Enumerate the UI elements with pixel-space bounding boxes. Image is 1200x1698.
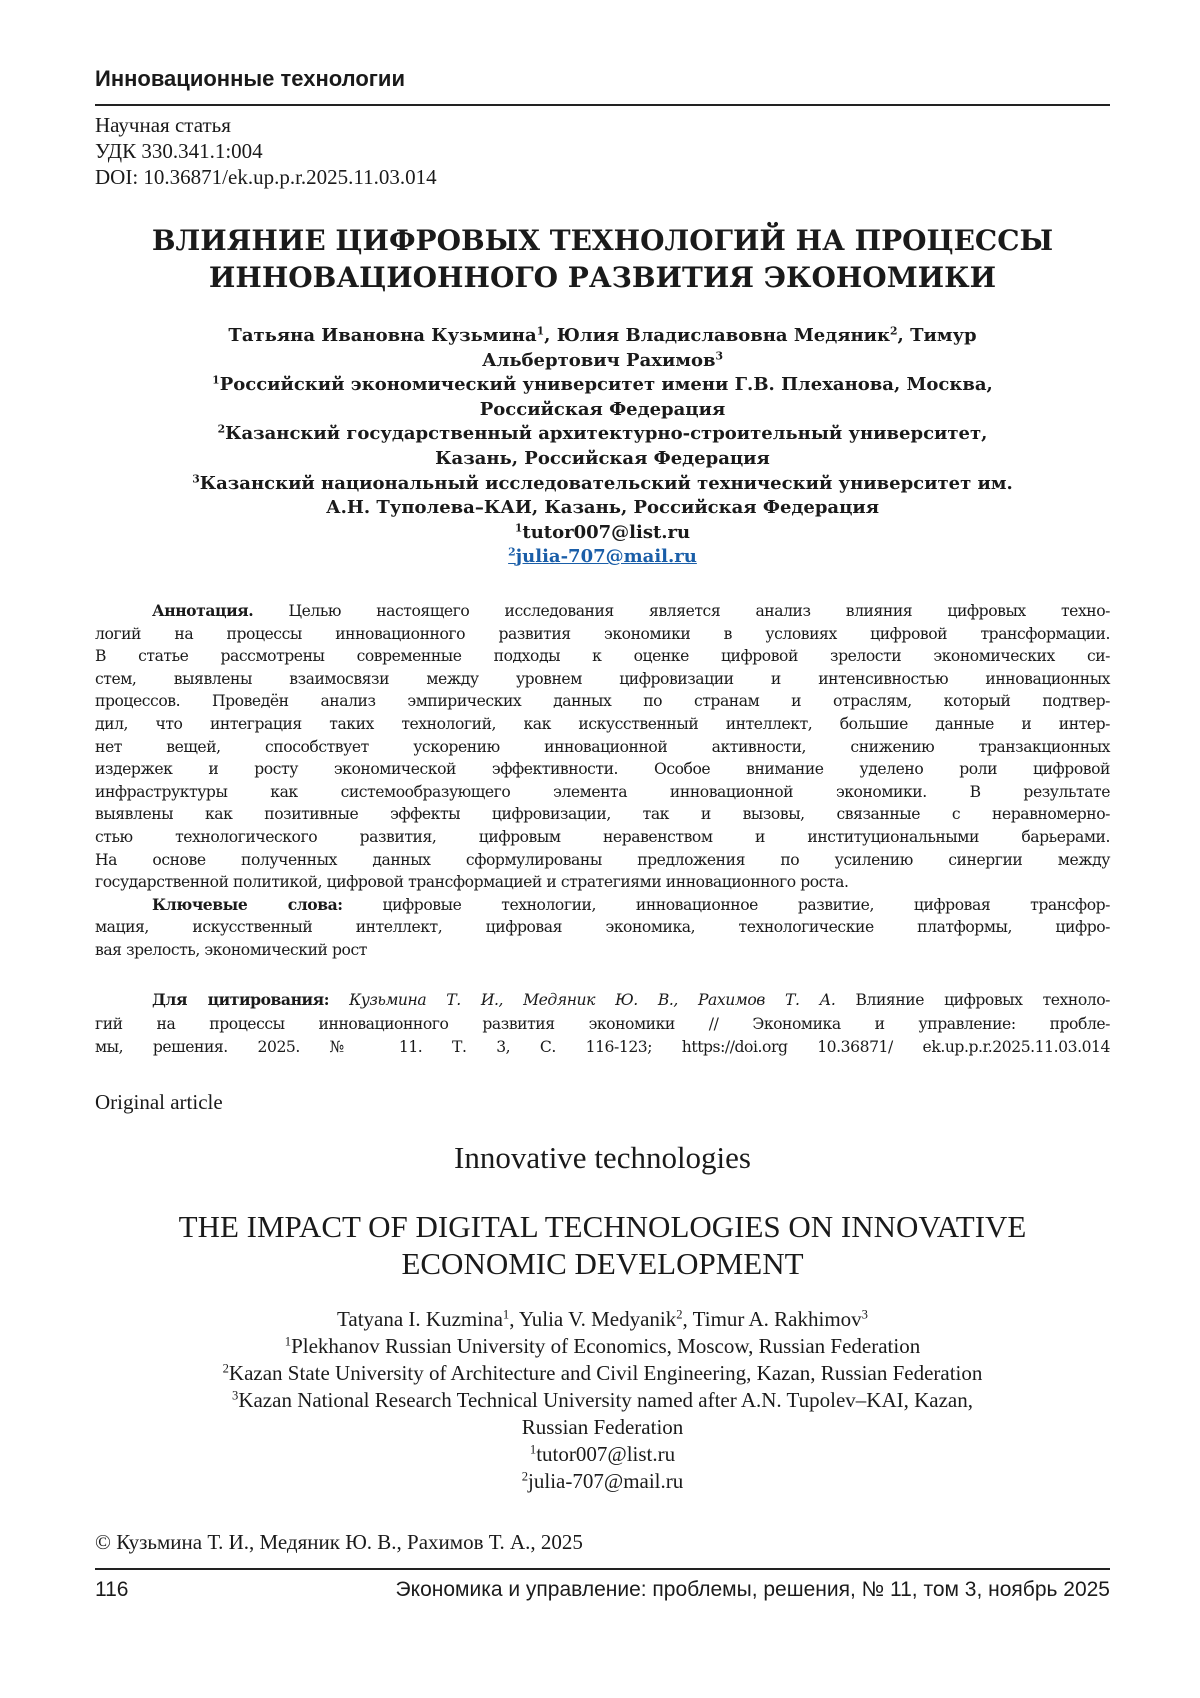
author-1-en-sup: 1	[502, 1307, 510, 1322]
email-1-en-sup: 1	[529, 1442, 537, 1457]
abstract-text-1: Целью настоящего исследования является анализ влияния цифровых техно-	[253, 602, 1110, 620]
doi: DOI: 10.36871/ek.up.p.r.2025.11.03.014	[95, 165, 437, 189]
title-en	[95, 1208, 1110, 1282]
affiliation-1-ru-line-1	[95, 373, 1110, 398]
page-footer	[95, 1568, 1110, 1601]
udc-code: УДК 330.341.1:004	[95, 139, 263, 163]
author-3-ru-part-2: Альбертович Рахимов	[481, 349, 716, 371]
citation	[95, 988, 1110, 1060]
abstract-line-3: В статье рассмотрены современные подходы к оценке цифровой зрелости экономических си-	[95, 647, 1110, 666]
email-2-ru	[95, 545, 1110, 570]
affiliation-1-ru-sup: 1	[212, 373, 220, 387]
author-1-en: Tatyana I. Kuzmina	[337, 1307, 503, 1331]
abstract-line-6: дил, что интеграция таких технологий, как искусственный интеллект, большие данные и интер-	[95, 714, 1110, 733]
keywords-text-1: цифровые технологии, инновационное развитие, цифровая трансфор-	[342, 895, 1110, 914]
affiliation-3-en-sup: 3	[232, 1388, 239, 1403]
section-en: Innovative technologies	[454, 1140, 751, 1175]
email-2-ru-link[interactable]	[508, 546, 697, 567]
author-2-ru-sup: 2	[890, 324, 898, 338]
affiliation-2-en	[95, 1360, 1110, 1387]
email-1-en-text: tutor007@list.ru	[536, 1442, 676, 1466]
affiliation-1-ru-line-2: Российская Федерация	[479, 398, 726, 420]
copyright: © Кузьмина Т. И., Медяник Ю. В., Рахимов Т. А., 2025	[95, 1530, 583, 1554]
affiliation-3-en-line-2: Russian Federation	[521, 1415, 684, 1439]
abstract-line-5: процессов. Проведён анализ эмпирических данных по странам и отраслям, который подтвер-	[95, 692, 1110, 711]
affiliation-1-en-text: Plekhanov Russian University of Economics, Moscow, Russian Federation	[291, 1334, 921, 1358]
title-en-line-1: THE IMPACT OF DIGITAL TECHNOLOGIES ON INNOVATIVE	[178, 1209, 1027, 1244]
article-type: Научная статья	[95, 113, 231, 137]
keywords-line-1	[95, 894, 1110, 917]
authors-en	[95, 1306, 1110, 1495]
title-ru-line-2: ИННОВАЦИОННОГО РАЗВИТИЯ ЭКОНОМИКИ	[208, 261, 997, 294]
affiliation-1-en	[95, 1333, 1110, 1360]
affiliation-2-en-text: Kazan State University of Architecture and Civil Engineering, Kazan, Russian Federation	[228, 1361, 983, 1385]
page-number: 116	[95, 1578, 129, 1601]
email-2-ru-sup: 2	[508, 545, 516, 559]
title-en-line-2: ECONOMIC DEVELOPMENT	[401, 1246, 804, 1281]
abstract	[95, 600, 1110, 962]
abstract-line-8: издержек и росту экономической эффективности. Особое внимание уделено роли цифровой	[95, 760, 1110, 779]
author-3-ru-part-1: , Тимур	[897, 325, 977, 346]
affiliation-3-ru-sup: 3	[192, 472, 200, 486]
citation-line-2: гий на процессы инновационного развития экономики // Экономика и управление: пробле-	[95, 1014, 1110, 1033]
affiliation-2-en-sup: 2	[222, 1361, 229, 1376]
abstract-line-10: выявлены как позитивные эффекты цифровизации, так и вызовы, связанные с неравномерно-	[95, 805, 1110, 824]
title-ru	[95, 222, 1110, 296]
abstract-line-11: стью технологического развития, цифровым неравенством и институциональными барьерами.	[95, 827, 1110, 846]
email-2-en-sup: 2	[521, 1469, 529, 1484]
authors-ru-line-1	[95, 324, 1110, 349]
affiliation-3-ru-text-1: Казанский национальный исследовательский технический университет им.	[199, 472, 1013, 494]
email-1-en	[95, 1441, 1110, 1468]
affiliation-3-en-line-1	[95, 1387, 1110, 1414]
article-meta	[95, 112, 437, 190]
affiliation-3-ru-line-1	[95, 472, 1110, 497]
citation-line-3: мы, решения. 2025. № 11. Т. 3, С. 116-123; https://doi.org 10.36871/ ek.up.p.r.2025.11.03.014	[95, 1038, 1110, 1056]
author-2-ru: , Юлия Владиславовна Медяник	[544, 325, 891, 346]
citation-authors: Кузьмина Т. И., Медяник Ю. В., Рахимов Т. А.	[329, 991, 836, 1009]
abstract-line-13: государственной политикой, цифровой трансформацией и стратегиями инновационного роста.	[95, 873, 849, 892]
email-2-en-text: julia-707@mail.ru	[528, 1469, 684, 1493]
section-header: Инновационные технологии	[95, 64, 1110, 106]
email-1-ru-text: tutor007@list.ru	[522, 521, 691, 543]
authors-ru	[95, 324, 1110, 570]
affiliation-2-ru-text-1: Казанский государственный архитектурно-строительный университет,	[225, 423, 988, 445]
email-1-ru-sup: 1	[514, 521, 523, 535]
keywords-line-2: мация, искусственный интеллект, цифровая экономика, технологические платформы, цифро-	[95, 918, 1110, 937]
authors-ru-line-2	[95, 349, 1110, 374]
citation-text-1: Влияние цифровых техноло-	[835, 991, 1110, 1009]
affiliation-1-ru-text-1: Российский экономический университет имени Г.В. Плеханова, Москва,	[219, 374, 993, 396]
journal-info: Экономика и управление: проблемы, решения, № 11, том 3, ноябрь 2025	[395, 1578, 1110, 1601]
abstract-line-7: нет вещей, способствует ускорению инновационной активности, снижению транзакционных	[95, 737, 1110, 756]
author-2-en-sup: 2	[676, 1307, 683, 1322]
citation-line-1	[95, 988, 1110, 1013]
citation-label: Для цитирования:	[152, 990, 330, 1009]
keywords-label: Ключевые слова:	[152, 894, 343, 914]
title-ru-line-1: ВЛИЯНИЕ ЦИФРОВЫХ ТЕХНОЛОГИЙ НА ПРОЦЕССЫ	[151, 224, 1054, 257]
author-3-en-sup: 3	[861, 1307, 868, 1322]
author-1-ru-sup: 1	[536, 324, 545, 338]
keywords-line-3: вая зрелость, экономический рост	[95, 940, 367, 959]
abstract-line-9: инфраструктуры как системообразующего элемента инновационной экономики. В результате	[95, 782, 1110, 801]
abstract-line-1	[95, 600, 1110, 623]
abstract-line-12: На основе полученных данных сформулированы предложения по усилению синергии между	[95, 850, 1110, 869]
author-1-ru: Татьяна Ивановна Кузьмина	[228, 325, 537, 346]
affiliation-1-en-sup: 1	[284, 1334, 292, 1349]
author-3-ru-sup: 3	[715, 349, 723, 363]
affiliation-2-ru-line-2: Казань, Российская Федерация	[435, 447, 770, 469]
original-article-label: Original article	[95, 1090, 223, 1114]
author-2-en: , Yulia V. Medyanik	[509, 1307, 677, 1331]
affiliation-3-ru-line-2: А.Н. Туполева–КАИ, Казань, Российская Федерация	[325, 497, 880, 519]
authors-en-line	[95, 1306, 1110, 1333]
affiliation-2-ru-sup: 2	[217, 422, 226, 436]
email-2-ru-text: julia-707@mail.ru	[515, 546, 697, 568]
affiliation-3-en-text-1: Kazan National Research Technical University named after A.N. Tupolev–KAI, Kazan,	[238, 1388, 973, 1412]
abstract-label: Аннотация.	[152, 601, 254, 620]
author-3-en: , Timur A. Rakhimov	[682, 1307, 862, 1331]
email-2-en	[95, 1468, 1110, 1495]
affiliation-2-ru-line-1	[95, 422, 1110, 447]
abstract-line-2: логий на процессы инновационного развития экономики в условиях цифровой трансформации.	[95, 624, 1110, 643]
abstract-line-4: стем, выявлены взаимосвязи между уровнем цифровизации и интенсивностью инновационных	[95, 669, 1110, 688]
email-1-ru	[95, 521, 1110, 546]
